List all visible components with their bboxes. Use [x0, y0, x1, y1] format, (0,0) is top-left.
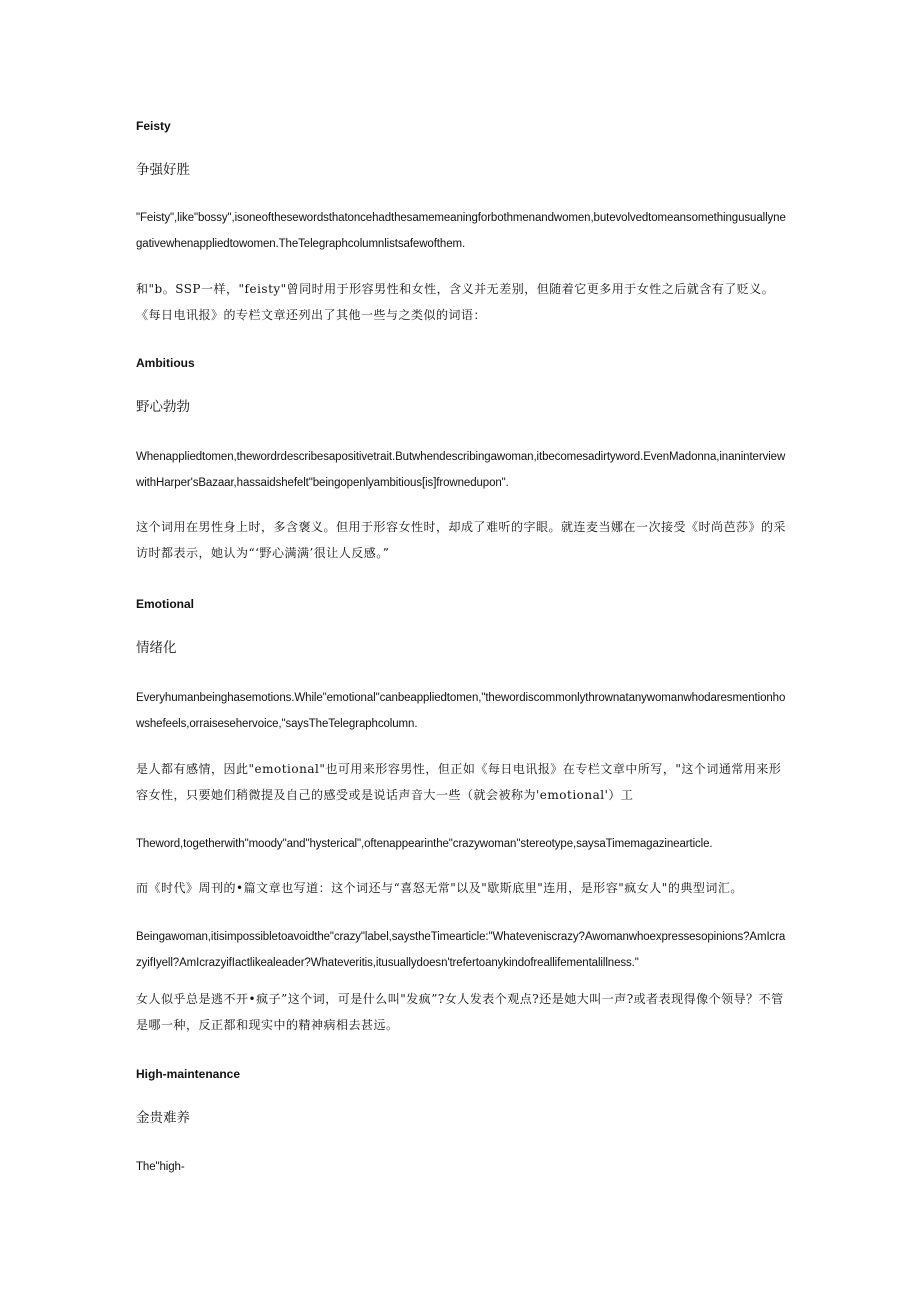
paragraph-zh: 和"b。SSP一样，"feisty"曾同时用于形容男性和女性，含义并无差别，但随着它更多用于女性之后就含有了贬义。《每日电讯报》的专栏文章还列出了其他一些与之类似的词语：	[136, 282, 775, 322]
paragraph-zh: 女人似乎总是逃不开•疯子”这个词，可是什么叫"发疯”?女人发表个观点?还是她大叫一声?或者表现得像个领导？不管是哪一种，反正都和现实中的精神病相去甚远。	[136, 992, 784, 1032]
paragraph-en: The"high-	[136, 1161, 185, 1173]
paragraph-en: "Feisty",like"bossy",isoneofthesewordsthatoncehadthesamemeaningforbothmenandwomen,butevolvedtomeansomethingusuallynegativewhenappliedtowomen.TheTelegraphcolumnlistsafewofthem.	[136, 212, 786, 250]
term-heading-emotional: Emotional	[136, 597, 195, 611]
paragraph-en: Everyhumanbeinghasemotions.While"emotional"canbeappliedtomen,"thewordiscommonlythrownatanywomanwhodaresmentionhowshefeels,orraisesehervoice,"saysTheTelegraphcolumn.	[136, 692, 786, 730]
paragraph-en: Beingawoman,itisimpossibletoavoidthe"crazy"label,saystheTimearticle:"Whateveniscrazy?Awomanwhoexpressesopinions?AmIcrazyifIyell?AmIcrazyifIactlikealeader?Whateveritis,itusuallydoesn'trefertoanykindofreallifementalillness."	[136, 931, 786, 969]
term-heading-high-maintenance: High-maintenance	[136, 1067, 241, 1081]
paragraph-en: Whenappliedtomen,thewordrdescribesapositivetrait.Butwhendescribingawoman,itbecomesadirtyword.EvenMadonna,inaninterviewwithHarper'sBazaar,hassaidshefelt"beingopenlyambitious[is]frownedupon".	[136, 451, 786, 489]
paragraph-zh: 是人都有感情，因此"emotional"也可用来形容男性，但正如《每日电讯报》在专栏文章中所写，"这个词通常用来形容女性，只要她们稍微提及自己的感受或是说话声音大一些（就会被称为'emotional'）工	[136, 762, 782, 802]
term-translation-ambitious: 野心勃勃	[136, 399, 190, 415]
paragraph-en: Theword,togetherwith"moody"and"hysterical",oftenappearinthe"crazywoman"stereotype,saysaTimemagazinearticle.	[136, 838, 713, 850]
paragraph-zh: 而《时代》周刊的•篇文章也写道：这个词还与“喜怒无常"以及"歇斯底里"连用，是形容"疯女人"的典型词汇。	[136, 881, 743, 895]
term-heading-feisty: Feisty	[136, 119, 171, 133]
term-translation-feisty: 争强好胜	[136, 162, 190, 178]
term-translation-high-maintenance: 金贵难养	[136, 1110, 190, 1126]
paragraph-zh: 这个词用在男性身上时，多含褒义。但用于形容女性时，却成了难听的字眼。就连麦当娜在一次接受《时尚芭莎》的采访时都表示，她认为“‘野心满满’很让人反感。”	[136, 520, 787, 560]
term-heading-ambitious: Ambitious	[136, 356, 195, 370]
term-translation-emotional: 情绪化	[136, 640, 177, 656]
